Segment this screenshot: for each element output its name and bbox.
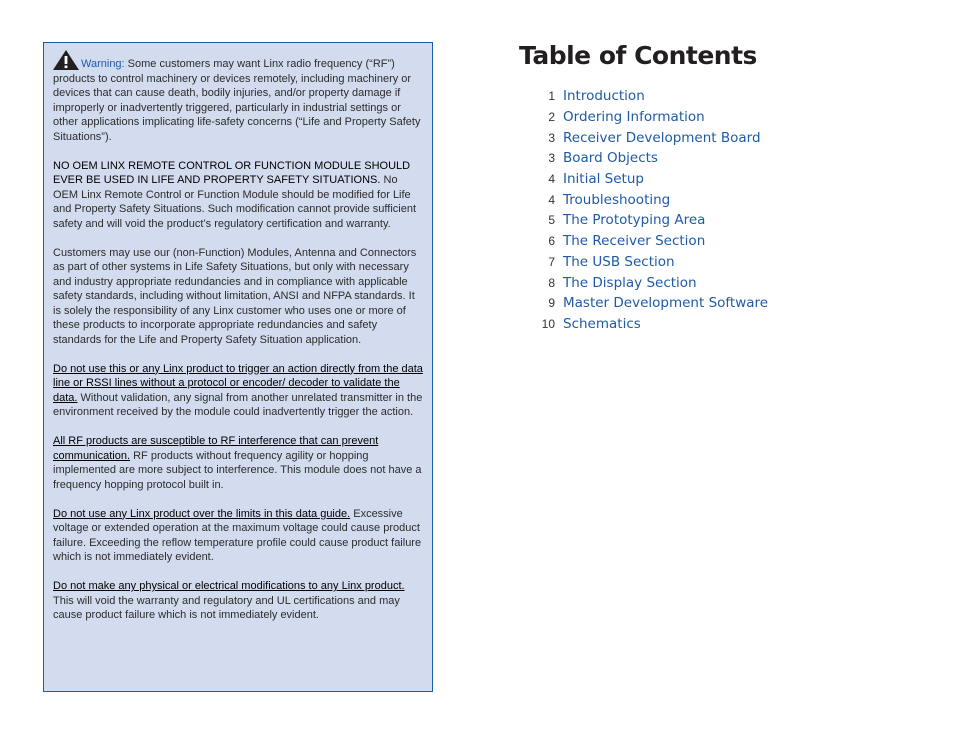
warning-limits-paragraph bbox=[53, 507, 423, 565]
warning-box bbox=[43, 42, 433, 692]
toc-item bbox=[530, 293, 768, 314]
toc-page-number: 10 bbox=[541, 316, 555, 331]
warning-customers-paragraph: Customers may use our (non-Function) Modules, Antenna and Connectors as part of other systems in Life Safety Situations, but only with necessary and industry appropriate redundancies and in compliance with applicable safety standards, including without limitation, ANSI and NFPA standards. It is solely the responsibility of any Linx customer who uses one or more of these products to incorporate appropriate redundancies and safety standards for the Life and Property Safety Situation application. bbox=[53, 246, 417, 346]
toc-link-display-section[interactable]: The Display Section bbox=[563, 274, 697, 291]
warning-interference-paragraph bbox=[53, 434, 423, 492]
toc-link-schematics[interactable]: Schematics bbox=[563, 315, 641, 332]
toc-item bbox=[530, 127, 768, 148]
toc-item bbox=[530, 86, 768, 107]
toc-title: Table of Contents bbox=[519, 41, 757, 70]
warning-oem-paragraph bbox=[53, 159, 423, 232]
warning-modifications-heading: Do not make any physical or electrical modifications to any Linx product. bbox=[53, 580, 405, 592]
toc-link-ordering-information[interactable]: Ordering Information bbox=[563, 109, 705, 126]
toc-link-board-objects[interactable]: Board Objects bbox=[563, 150, 658, 167]
toc-link-introduction[interactable]: Introduction bbox=[563, 88, 645, 105]
warning-modifications-body: This will void the warranty and regulatory and UL certifications and may cause product failure which is not immediately evident. bbox=[53, 594, 400, 621]
toc-page-number: 1 bbox=[548, 89, 555, 104]
warning-limits-body: Excessive voltage or extended operation at the maximum voltage could cause product failure. Exceeding the reflow temperature profile could cause product failure which is not immediately evident. bbox=[53, 507, 422, 563]
toc-link-initial-setup[interactable]: Initial Setup bbox=[563, 171, 644, 188]
toc-page-number: 8 bbox=[548, 275, 555, 290]
toc-item bbox=[530, 210, 768, 231]
warning-limits-heading: Do not use any Linx product over the limits in this data guide. bbox=[53, 507, 351, 520]
toc-list bbox=[530, 86, 768, 334]
toc-page-number: 7 bbox=[548, 254, 555, 269]
warning-intro-text: Some customers may want Linx radio frequency (“RF”) products to control machinery or devices remotely, including machinery or devices that can cause death, bodily injuries, and/or property damage if improperly or inadvertently triggered, particularly in industrial settings or other applications implicating life-safety concerns (“Life and Property Safety Situations”). bbox=[53, 58, 421, 143]
toc-item bbox=[530, 189, 768, 210]
toc-link-receiver-section[interactable]: The Receiver Section bbox=[563, 233, 706, 250]
warning-oem-body: No OEM Linx Remote Control or Function Module should be modified for Life and Property Safety Situations. Such modification cannot provide sufficient safety and will void the product’s regulatory certification and warranty. bbox=[53, 174, 417, 230]
toc-page-number: 9 bbox=[548, 296, 555, 311]
toc-link-troubleshooting[interactable]: Troubleshooting bbox=[563, 191, 671, 208]
toc-item bbox=[530, 314, 768, 335]
warning-interference-heading: All RF products are susceptible to RF interference that can prevent communication. bbox=[53, 435, 379, 462]
warning-trigger-paragraph bbox=[53, 362, 423, 420]
warning-modifications-paragraph bbox=[53, 579, 423, 623]
toc-item bbox=[530, 252, 768, 273]
toc-link-prototyping-area[interactable]: The Prototyping Area bbox=[563, 212, 706, 229]
toc-link-usb-section[interactable]: The USB Section bbox=[563, 253, 675, 270]
warning-intro bbox=[53, 50, 423, 144]
toc-page-number: 2 bbox=[548, 110, 555, 125]
toc-page-number: 3 bbox=[548, 130, 555, 145]
warning-oem-heading: NO OEM LINX REMOTE CONTROL OR FUNCTION MODULE SHOULD EVER BE USED IN LIFE AND PROPERTY SAFETY SITUATIONS. bbox=[53, 159, 411, 186]
warning-trigger-heading: Do not use this or any Linx product to trigger an action directly from the data line or RSSI lines without a protocol or encoder/ decoder to validate the data. bbox=[53, 362, 423, 404]
toc-item bbox=[530, 231, 768, 252]
toc-item bbox=[530, 272, 768, 293]
toc-page-number: 5 bbox=[548, 213, 555, 228]
toc-item bbox=[530, 107, 768, 128]
warning-interference-body: RF products without frequency agility or hopping implemented are more subject to interference. This module does not have a frequency hopping protocol built in. bbox=[53, 449, 422, 491]
toc-page-number: 3 bbox=[548, 151, 555, 166]
warning-triangle-icon bbox=[53, 50, 79, 70]
toc-link-master-development-software[interactable]: Master Development Software bbox=[563, 295, 769, 312]
toc-page-number: 4 bbox=[548, 192, 555, 207]
warning-label: Warning: bbox=[81, 58, 125, 70]
toc-page-number: 6 bbox=[548, 234, 555, 249]
toc-link-receiver-development-board[interactable]: Receiver Development Board bbox=[563, 129, 761, 146]
toc-item bbox=[530, 148, 768, 169]
warning-trigger-body: Without validation, any signal from another unrelated transmitter in the environment received by the module could inadvertently trigger the action. bbox=[53, 391, 423, 418]
toc-page-number: 4 bbox=[548, 172, 555, 187]
toc-item bbox=[530, 169, 768, 190]
